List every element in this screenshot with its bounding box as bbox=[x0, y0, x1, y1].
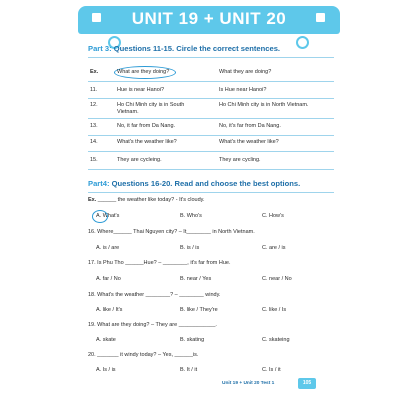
sentence-option-a[interactable]: What's the weather like? bbox=[117, 139, 177, 145]
page-title: UNIT 19 + UNIT 20 bbox=[131, 9, 287, 28]
question-text: 18. What's the weather ________? – ________ windy. bbox=[88, 292, 221, 298]
question-18 bbox=[88, 292, 334, 299]
option-b[interactable]: B. like / They're bbox=[180, 307, 218, 313]
question-17 bbox=[88, 260, 334, 267]
option-c[interactable]: C. are / is bbox=[262, 245, 286, 251]
answer-circle bbox=[92, 210, 108, 223]
option-a[interactable]: A. skate bbox=[96, 337, 116, 343]
question-example bbox=[88, 197, 334, 204]
divider bbox=[88, 118, 334, 119]
option-c[interactable]: C. near / No bbox=[262, 276, 292, 282]
part4-heading-label: Part4: bbox=[88, 179, 110, 188]
option-b[interactable]: B. is / is bbox=[180, 245, 200, 251]
divider bbox=[88, 57, 334, 58]
divider bbox=[88, 81, 334, 82]
sentence-option-b[interactable]: Is Hue near Hanoi? bbox=[219, 87, 267, 93]
part4-heading-text: Questions 16-20. Read and choose the best options. bbox=[109, 179, 301, 188]
row-number: 13. bbox=[90, 123, 98, 129]
divider bbox=[88, 98, 334, 99]
sentence-option-a[interactable]: Ho Chi Minh city is in South Vietnam. bbox=[117, 102, 185, 115]
part3-heading-text: Questions 11-15. Circle the correct sentences. bbox=[111, 44, 281, 53]
page-number: 105 bbox=[298, 378, 316, 389]
divider bbox=[88, 151, 334, 152]
row-number: 12. bbox=[90, 102, 98, 108]
row-number: 15. bbox=[90, 157, 98, 163]
row-number: Ex. bbox=[90, 69, 99, 75]
title-banner bbox=[78, 6, 340, 34]
part3-heading bbox=[88, 44, 280, 53]
sentence-option-b[interactable]: What's the weather like? bbox=[219, 139, 279, 145]
option-b[interactable]: B. near / Yes bbox=[180, 276, 212, 282]
option-a[interactable]: A. Is / is bbox=[96, 367, 116, 373]
option-c[interactable]: C. Is / it bbox=[262, 367, 281, 373]
question-text: 17. Is Phu Tho ______Hue? – ________, it's far from Hue. bbox=[88, 260, 231, 266]
divider bbox=[88, 135, 334, 136]
option-c[interactable]: C. skateing bbox=[262, 337, 290, 343]
option-b[interactable]: B. skating bbox=[180, 337, 205, 343]
question-text: 20. _______ it windy today? – Yes, ______is. bbox=[88, 352, 199, 358]
footer-label: Unit 19 + Unit 20 Test 1 bbox=[222, 381, 275, 386]
sentence-option-a[interactable]: No, it far from Da Nang. bbox=[117, 123, 176, 129]
question-text: 19. What are they doing? – They are ____________. bbox=[88, 322, 217, 328]
option-a[interactable]: A. like / It's bbox=[96, 307, 123, 313]
option-a[interactable]: A. far / No bbox=[96, 276, 121, 282]
part4-heading bbox=[88, 179, 300, 188]
divider bbox=[88, 169, 334, 170]
sentence-option-b[interactable]: They are cycling. bbox=[219, 157, 261, 163]
question-text: ______ the weather like today? - It's cloudy. bbox=[96, 197, 205, 203]
part3-heading-label: Part 3: bbox=[88, 44, 112, 53]
question-20 bbox=[88, 352, 334, 359]
sentence-option-b: What they are doing? bbox=[219, 69, 272, 75]
option-b[interactable]: B. It / it bbox=[180, 367, 198, 373]
row-number: 11. bbox=[90, 87, 98, 93]
option-a-label: A. What's bbox=[96, 213, 120, 219]
option-b: B. Who's bbox=[180, 213, 202, 219]
option-c: C. How's bbox=[262, 213, 284, 219]
sentence-option-b[interactable]: Ho Chi Minh city is in North Vietnam. bbox=[219, 102, 309, 108]
question-text: 16. Where______ Thai Nguyen city? – It________ in North Vietnam. bbox=[88, 229, 255, 235]
question-19 bbox=[88, 322, 334, 329]
example-label: Ex. bbox=[88, 197, 97, 203]
option-a[interactable]: A. is / are bbox=[96, 245, 120, 251]
sentence-option-a: What are they doing? bbox=[117, 69, 170, 75]
option-a bbox=[96, 213, 119, 220]
sentence-option-a[interactable]: Hue is near Hanoi? bbox=[117, 87, 165, 93]
option-c[interactable]: C. like / Is bbox=[262, 307, 287, 313]
sentence-option-a[interactable]: They are cycleing. bbox=[117, 157, 162, 163]
bus-wheel-icon bbox=[296, 36, 309, 49]
sentence-option-b[interactable]: No, it's far from Da Nang. bbox=[219, 123, 281, 129]
row-number: 14. bbox=[90, 139, 98, 145]
question-16 bbox=[88, 229, 334, 236]
divider bbox=[88, 192, 334, 193]
